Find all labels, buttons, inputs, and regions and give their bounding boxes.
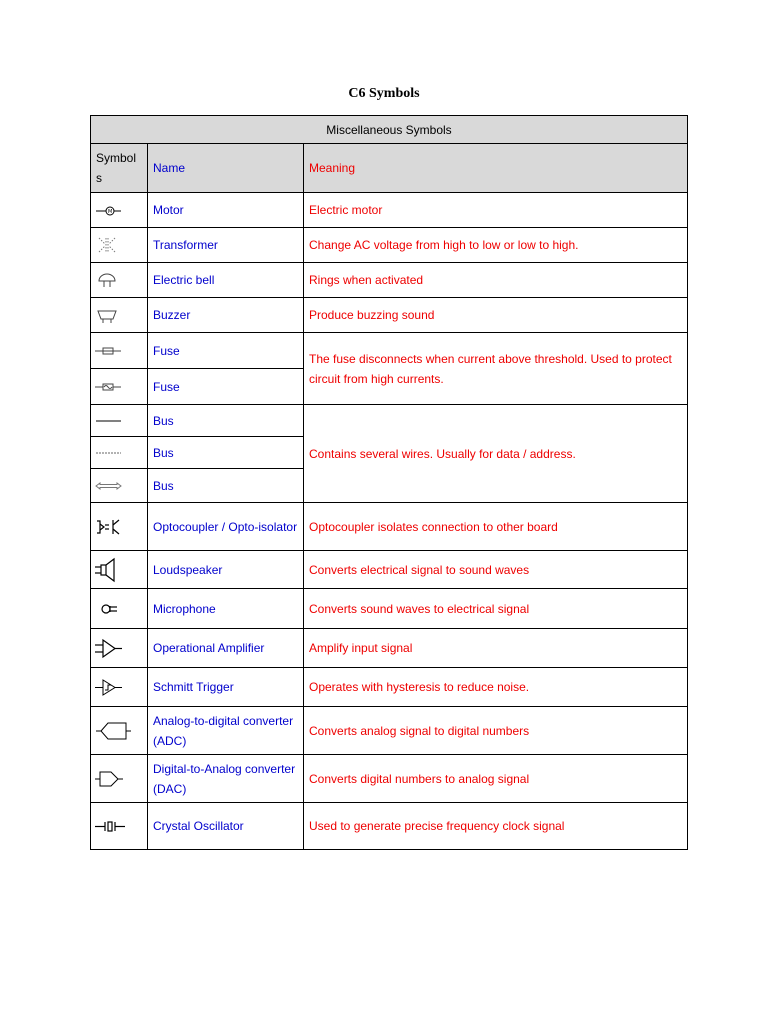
row-name: Loudspeaker (148, 551, 304, 589)
table-row (91, 193, 688, 228)
row-meaning: Electric motor (304, 193, 688, 228)
table-row (91, 405, 688, 437)
table-row (91, 803, 688, 850)
table-row (91, 333, 688, 369)
row-meaning: The fuse disconnects when current above threshold. Used to protect circuit from high currents. (304, 333, 688, 405)
table-row (91, 629, 688, 668)
row-name: Fuse (148, 333, 304, 369)
bus-dashed-icon (91, 437, 148, 469)
row-name: Fuse (148, 369, 304, 405)
header-meaning: Meaning (304, 144, 688, 193)
motor-icon (91, 193, 148, 228)
table-row (91, 707, 688, 755)
row-name: Motor (148, 193, 304, 228)
row-meaning: Rings when activated (304, 263, 688, 298)
buzzer-icon (91, 298, 148, 333)
row-meaning: Converts sound waves to electrical signal (304, 589, 688, 629)
table-row (91, 755, 688, 803)
row-name: Bus (148, 437, 304, 469)
table-row (91, 228, 688, 263)
row-name: Microphone (148, 589, 304, 629)
row-meaning: Contains several wires. Usually for data / address. (304, 405, 688, 503)
row-meaning: Operates with hysteresis to reduce noise. (304, 668, 688, 707)
row-meaning: Optocoupler isolates connection to other board (304, 503, 688, 551)
row-name: Digital-to-Analog converter (DAC) (148, 755, 304, 803)
transformer-icon (91, 228, 148, 263)
table-row (91, 298, 688, 333)
microphone-icon (91, 589, 148, 629)
table-row (91, 589, 688, 629)
row-name: Bus (148, 405, 304, 437)
row-name: Transformer (148, 228, 304, 263)
row-name: Bus (148, 469, 304, 503)
row-meaning: Produce buzzing sound (304, 298, 688, 333)
fuse-icon (91, 333, 148, 369)
adc-icon (91, 707, 148, 755)
schmitt-trigger-icon (91, 668, 148, 707)
row-name: Electric bell (148, 263, 304, 298)
row-name: Schmitt Trigger (148, 668, 304, 707)
row-meaning: Amplify input signal (304, 629, 688, 668)
optocoupler-icon (91, 503, 148, 551)
row-meaning: Used to generate precise frequency clock signal (304, 803, 688, 850)
row-meaning: Converts electrical signal to sound waves (304, 551, 688, 589)
row-meaning: Change AC voltage from high to low or low to high. (304, 228, 688, 263)
electric-bell-icon (91, 263, 148, 298)
table-row (91, 503, 688, 551)
row-name: Optocoupler / Opto-isolator (148, 503, 304, 551)
svg-text:M: M (108, 208, 113, 215)
row-name: Operational Amplifier (148, 629, 304, 668)
bus-line-icon (91, 405, 148, 437)
row-meaning: Converts digital numbers to analog signal (304, 755, 688, 803)
symbols-table (90, 115, 688, 850)
row-name: Buzzer (148, 298, 304, 333)
header-symbols: Symbol s (91, 144, 148, 193)
row-name: Crystal Oscillator (148, 803, 304, 850)
operational-amplifier-icon (91, 629, 148, 668)
page-title: C6 Symbols (348, 86, 420, 101)
header-name: Name (148, 144, 304, 193)
row-meaning: Converts analog signal to digital numbers (304, 707, 688, 755)
dac-icon (91, 755, 148, 803)
fuse-alt-icon (91, 369, 148, 405)
table-row (91, 668, 688, 707)
table-row (91, 263, 688, 298)
row-name: Analog-to-digital converter (ADC) (148, 707, 304, 755)
crystal-oscillator-icon (91, 803, 148, 850)
table-caption: Miscellaneous Symbols (91, 116, 688, 144)
bus-arrow-icon (91, 469, 148, 503)
loudspeaker-icon (91, 551, 148, 589)
table-row (91, 551, 688, 589)
